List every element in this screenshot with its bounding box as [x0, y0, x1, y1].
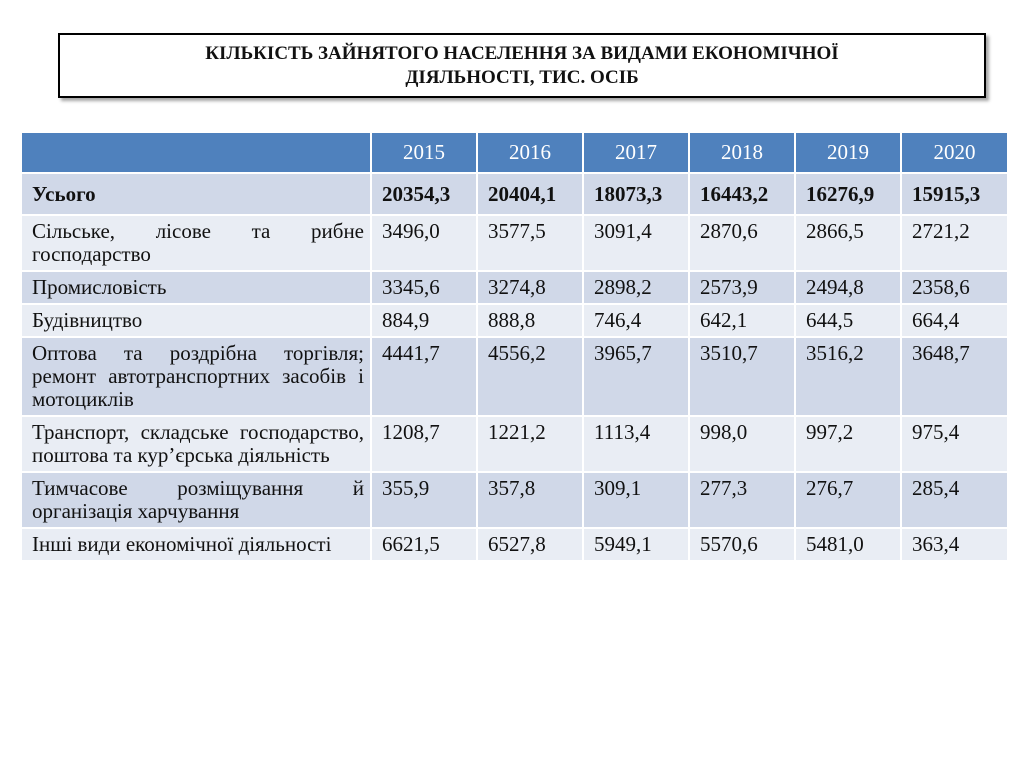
- row-label: Транспорт, складське господарство, поштова та кур’єрська діяльність: [21, 416, 371, 472]
- cell-value: 5481,0: [795, 528, 901, 561]
- table-row: [21, 215, 1008, 271]
- table-row: [21, 304, 1008, 337]
- cell-value: 3274,8: [477, 271, 583, 304]
- cell-value: 6621,5: [371, 528, 477, 561]
- cell-value: 3965,7: [583, 337, 689, 416]
- cell-value: 363,4: [901, 528, 1008, 561]
- cell-value: 3091,4: [583, 215, 689, 271]
- cell-value: 884,9: [371, 304, 477, 337]
- cell-value: 277,3: [689, 472, 795, 528]
- cell-value: 1113,4: [583, 416, 689, 472]
- employment-table: [20, 131, 1009, 562]
- cell-value: 285,4: [901, 472, 1008, 528]
- cell-value: 4441,7: [371, 337, 477, 416]
- cell-value: 20354,3: [371, 173, 477, 215]
- cell-value: 309,1: [583, 472, 689, 528]
- cell-value: 16443,2: [689, 173, 795, 215]
- row-label: Інші види економічної діяльності: [21, 528, 371, 561]
- cell-value: 3648,7: [901, 337, 1008, 416]
- row-label: Оптова та роздрібна торгівля; ремонт автотранспортних засобів і мотоциклів: [21, 337, 371, 416]
- header-year: 2020: [901, 132, 1008, 173]
- cell-value: 2358,6: [901, 271, 1008, 304]
- cell-value: 355,9: [371, 472, 477, 528]
- page-title: [205, 42, 838, 90]
- cell-value: 644,5: [795, 304, 901, 337]
- header-year: 2017: [583, 132, 689, 173]
- cell-value: 2494,8: [795, 271, 901, 304]
- cell-value: 1208,7: [371, 416, 477, 472]
- cell-value: 746,4: [583, 304, 689, 337]
- header-blank-cell: [21, 132, 371, 173]
- header-row: [21, 132, 1008, 173]
- table-row: [21, 337, 1008, 416]
- cell-value: 357,8: [477, 472, 583, 528]
- row-label: Сільське, лісове та рибне господарство: [21, 215, 371, 271]
- title-line-2: ДІЯЛЬНОСТІ, ТИС. ОСІБ: [405, 66, 639, 88]
- header-year: 2018: [689, 132, 795, 173]
- cell-value: 888,8: [477, 304, 583, 337]
- cell-value: 664,4: [901, 304, 1008, 337]
- cell-value: 1221,2: [477, 416, 583, 472]
- table-row: [21, 271, 1008, 304]
- cell-value: 975,4: [901, 416, 1008, 472]
- header-year: 2019: [795, 132, 901, 173]
- table-row: [21, 416, 1008, 472]
- cell-value: 4556,2: [477, 337, 583, 416]
- row-label: Промисловість: [21, 271, 371, 304]
- cell-value: 18073,3: [583, 173, 689, 215]
- cell-value: 2721,2: [901, 215, 1008, 271]
- header-year: 2016: [477, 132, 583, 173]
- cell-value: 16276,9: [795, 173, 901, 215]
- table-row: [21, 173, 1008, 215]
- row-label: Будівництво: [21, 304, 371, 337]
- title-line-1: КІЛЬКІСТЬ ЗАЙНЯТОГО НАСЕЛЕННЯ ЗА ВИДАМИ ЕКОНОМІЧНОЇ: [205, 42, 839, 64]
- cell-value: 3496,0: [371, 215, 477, 271]
- header-year: 2015: [371, 132, 477, 173]
- cell-value: 3345,6: [371, 271, 477, 304]
- title-box: [58, 33, 986, 98]
- row-label: Усього: [21, 173, 371, 215]
- cell-value: 642,1: [689, 304, 795, 337]
- cell-value: 15915,3: [901, 173, 1008, 215]
- cell-value: 3577,5: [477, 215, 583, 271]
- cell-value: 276,7: [795, 472, 901, 528]
- cell-value: 2898,2: [583, 271, 689, 304]
- cell-value: 20404,1: [477, 173, 583, 215]
- table-row: [21, 528, 1008, 561]
- cell-value: 997,2: [795, 416, 901, 472]
- cell-value: 6527,8: [477, 528, 583, 561]
- cell-value: 3510,7: [689, 337, 795, 416]
- cell-value: 2866,5: [795, 215, 901, 271]
- cell-value: 5570,6: [689, 528, 795, 561]
- cell-value: 5949,1: [583, 528, 689, 561]
- table-row: [21, 472, 1008, 528]
- cell-value: 3516,2: [795, 337, 901, 416]
- cell-value: 2870,6: [689, 215, 795, 271]
- cell-value: 2573,9: [689, 271, 795, 304]
- row-label: Тимчасове розміщування й організація харчування: [21, 472, 371, 528]
- cell-value: 998,0: [689, 416, 795, 472]
